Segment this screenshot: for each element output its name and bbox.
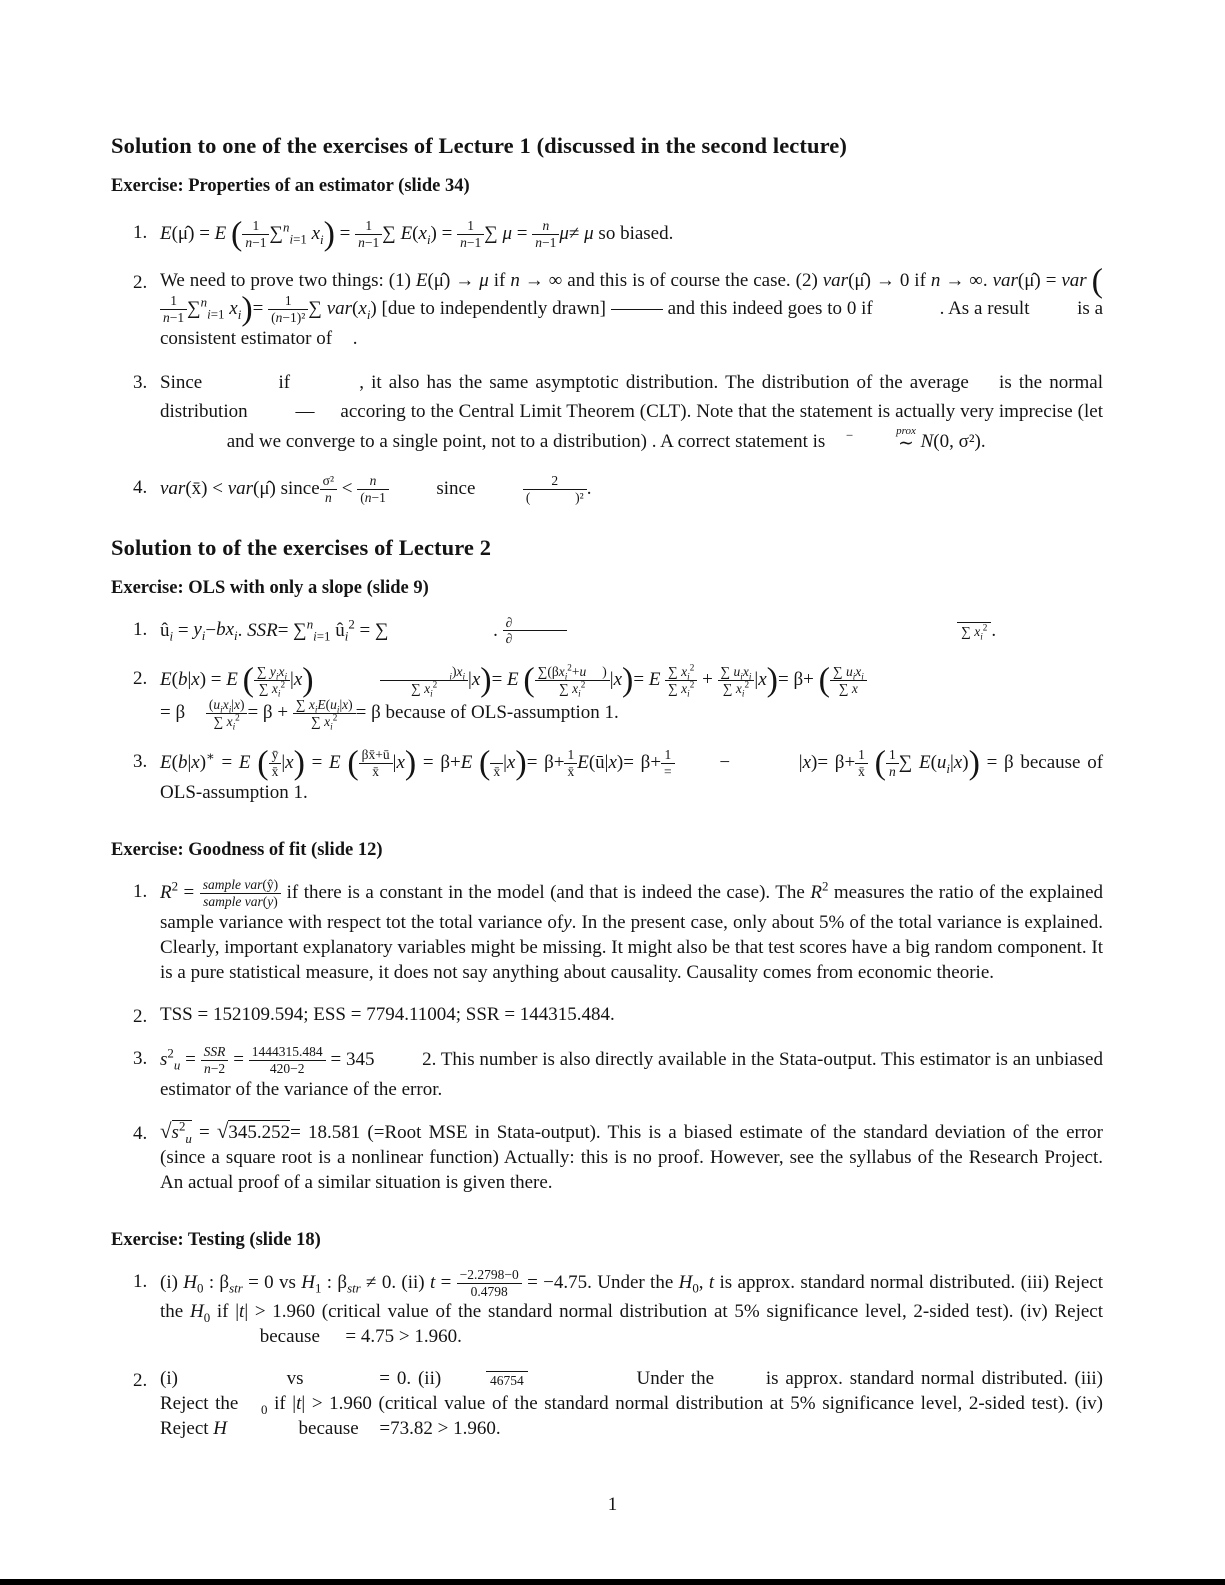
item-number: 3. [133,1047,148,1069]
item-number: 1. [133,1270,148,1292]
solution-item [111,1267,1103,1350]
item-number: 2. [133,1370,148,1392]
item-number: 2. [133,1005,148,1027]
document-page [111,132,1103,1458]
item-body: $√s^2_u = √345.252= 18.581$ (=Root MSE in Stata-output). This is a biased estimate of the standard deviation of the error (since a square root is a nonlinear function) Actually: this is no proof. However, see the syllabus of the Research Project. An actual proof of a similar situation is given there. [160,1118,1103,1193]
exercise-heading-properties: Exercise: Properties of an estimator (slide 34) [111,176,470,196]
item-body: E(b|x)∗ = E ( $\frac{ȳ}{x̄}$ |x) = E ( $\frac{\beta x̄+ū}{x̄}$ |x) = β+E ( x̄ |x)= β+ $\frac{1}{x̄}$ E(ū|x)= β+ 1 = − |x)= β+ $\frac{1}{x̄}$ ( $\frac{1}{n}$ ∑ $E(u_i|x)) = \beta$ because of OLS-assumption 1. [160,744,1104,803]
item-body: TSS = 152109.594; ESS = 7794.11004; SSR = 144315.484. [160,1003,615,1025]
solution-item [111,1119,1103,1195]
exercise-heading-ols-slope: Exercise: OLS with only a slope (slide 9) [111,577,429,598]
solution-item [111,473,1103,506]
solution-item [111,262,1104,351]
solution-item [111,615,1103,648]
item-number: 1. [133,880,148,902]
solution-item [111,744,1104,805]
item-body: var(x̄) < var(μ̂) since $\frac{\text{σ²}}{n}$ < $\frac{n}{(n-1}$ since 2 ( )² . [160,472,592,505]
item-body: (i) $H_0$ : $\beta_{str} = 0$ vs $H_1$ : $\beta_{str} \ne 0$. (ii) t = $\frac{-2.2798-0}{0.4798}$ = −4.75. Under the $H_0$, t is approx. standard normal distributed. (iii) Reject the $H_0$ if |t| > 1.960 (critical value of the standard normal distribution at 5% significance level, 2-sided test). (iv) Reject because = 4.75 > 1.960. [160,1266,1103,1348]
solution-item [111,1044,1103,1102]
item-number: 1. [133,222,148,243]
item-body: We need to prove two things: (1) E(μ̂) → μ if n → ∞ and this is of course the case. (2) var(μ̂) → 0 if n → ∞. var(μ̂) = var ( $\frac{1}{n-1}$ ∑$^n_{i=1}$ $x_i)=$ $\frac{1}{\text{(n−1)²}}$ ∑ $var(x_i)$ [due to independently drawn] and this indeed goes to 0 if . As a result is a consistent estimator of . [160,262,1104,349]
item-body: E(b|x) = E ( ∑ $y_ix_i$ ∑ $x_i^2$ |x) $\frac{_i)x_i}{\sum x_i^2}$ |x)= E ( $\sum(\beta x_i^2+u$ ) ∑ $x_i^2$ |x)= E $\frac{\sum x_i^2}{\sum x_i^2}$ + ∑ $u_ix_i$ ∑ $x_i^2$ |x)= β+ ( ∑ $u_ix_i$ ∑ x = β $(u_ix_i|x)$ ∑ $x_i^2$ = β + ∑ $x_iE(u_i|x)$ ∑ $x_i^2$ = β because of OLS-assumption 1. [160,664,1103,730]
item-number: 2. [133,271,148,293]
section-title-lecture1: Solution to one of the exercises of Lecture 1 (discussed in the second lecture) [111,133,847,158]
item-body: E(μ̂) = E ( $\frac{1}{n-1}$ ∑$^n_{i=1}$ $x_i$) = $\frac{1}{n-1}$ ∑ $E(x_i)$ = $\frac{1}{n-1}$ ∑ μ = $\frac{n}{n-1}$ μ≠ μ so biased. [160,215,674,253]
exercise-heading-goodness-of-fit: Exercise: Goodness of fit (slide 12) [111,839,383,860]
solution-item [111,661,1103,732]
item-body: $s^2_u$ = SSR n−2 = $\frac{1444315.484}{420-2}$ = 345 2. This number is also directly available in the Stata-output. This estimator is an unbiased estimator of the variance of the error. [160,1043,1103,1100]
page-number: 1 [607,1494,618,1515]
section-title-lecture2: Solution to of the exercises of Lecture 2 [111,534,492,560]
bottom-edge-band [0,1579,1225,1585]
item-number: 3. [133,751,148,773]
solution-item [111,368,1103,456]
item-body: Since if , it also has the same asymptotic distribution. The distribution of the average is the normal distribution — accoring to the Central Limit Theorem (CLT). Note that the statement is actually very imprecise (let and we converge to a single point, not to a distribution) . A correct statement is − prox ∼ N(0, σ²). [160,371,1104,454]
item-number: 4. [133,1122,148,1144]
item-body: $R^2$ = sample var(ŷ) sample var(y) if there is a constant in the model (and that is indeed the case). The $R^2$ measures the ratio of the explained sample variance with respect tot the total variance ofy. In the present case, only about 5% of the total variance is explained. Clearly, important explanatory variables might be missing. It might also be that test scores have a big random component. It is a pure statistical measure, it does not say anything about causality. Causality comes from economic theorie. [160,876,1104,983]
solution-item [111,215,1103,253]
item-number: 1. [133,618,148,640]
item-body: (i) vs = 0. (ii) 46754 Under the is approx. standard normal distributed. (iii) Reject the $_0$ if |t| > 1.960 (critical value of the standard normal distribution at 5% significance level, 2-sided test). (iv) Reject H because =73.82 > 1.960. [160,1368,1103,1440]
item-number: 2. [133,668,148,690]
solution-item [111,1366,1103,1441]
solution-item [111,877,1103,985]
item-number: 3. [133,371,148,393]
exercise-heading-testing: Exercise: Testing (slide 18) [111,1229,321,1250]
item-body: $û_i = y_i-bx_i$. SSR= ∑$^n_{i=1}$ $û_i^2$ = ∑ . ∂ ∂ ∑ $x_i^2$ . [160,614,997,647]
item-number: 4. [133,476,148,498]
solution-item [111,1002,1103,1027]
